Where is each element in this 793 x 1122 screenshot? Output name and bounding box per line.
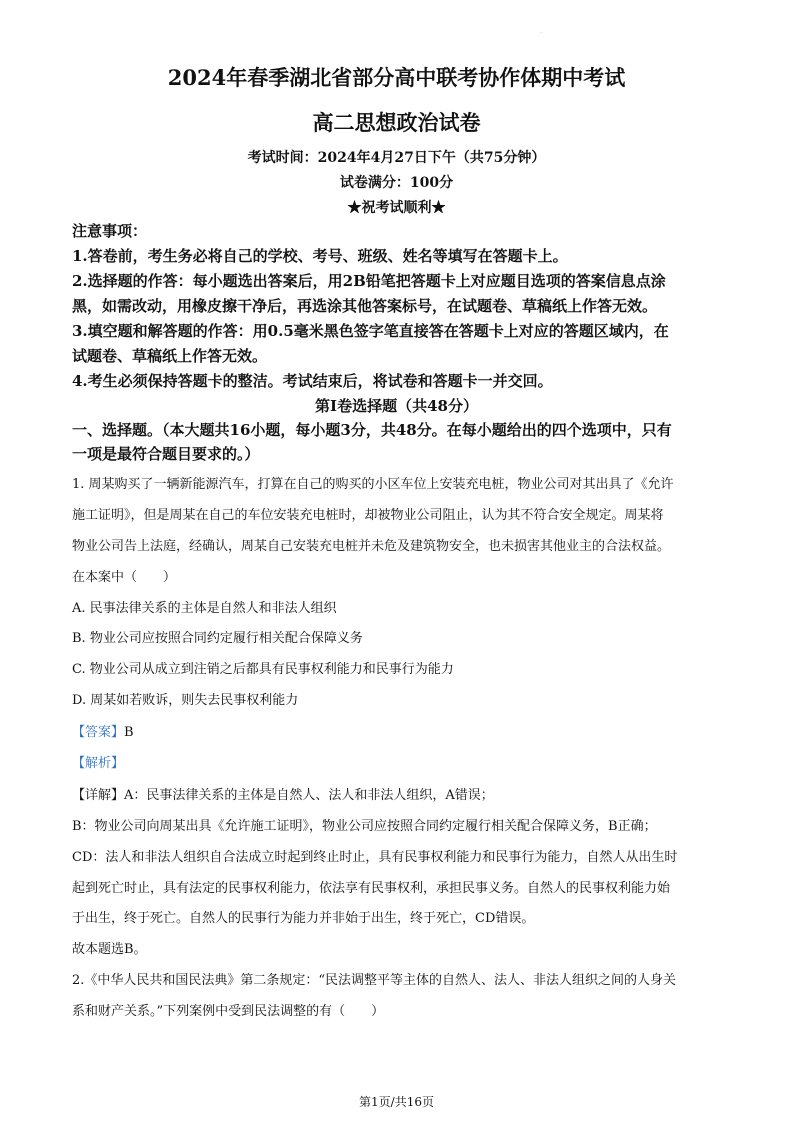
- question-stem: 1. 周某购买了一辆新能源汽车，打算在自己的购买的小区车位上安装充电桩，物业公司对其出具了《允许: [72, 477, 674, 492]
- question-stem: 在本案中（ ）: [72, 570, 177, 585]
- option-b: B. 物业公司应按照合同约定履行相关配合保障义务: [72, 631, 363, 646]
- option-c: C. 物业公司从成立到注销之后都具有民事权利能力和民事行为能力: [72, 662, 454, 677]
- detail-tag: 【详解】: [72, 788, 125, 803]
- notice-line: 3.填空题和解答题的作答：用0.5毫米黑色签字笔直接答在答题卡上对应的答题区域内，在: [72, 322, 669, 340]
- answer-line: [72, 721, 134, 740]
- detail-line: 于出生，终于死亡。自然人的民事行为能力并非始于出生，终于死亡，CD错误。: [72, 911, 535, 926]
- analysis-line: [72, 752, 124, 771]
- answer-tag: 【答案】: [72, 725, 125, 740]
- exam-title: 2024年春季湖北省部分高中联考协作体期中考试: [167, 65, 626, 90]
- question-stem: 物业公司告上法庭，经确认，周某自己安装充电桩并未危及建筑物安全，也未损害其他业主的合法权益。: [72, 539, 671, 554]
- volume-title: 第Ⅰ卷选择题（共48分）: [315, 397, 478, 415]
- answer-value: B: [124, 725, 134, 740]
- detail-line: 起到死亡时止，具有法定的民事权利能力，依法享有民事权利，承担民事义务。自然人的民事权利能力始: [72, 881, 671, 896]
- wish-text: ★祝考试顺利★: [347, 200, 446, 216]
- analysis-tag: 【解析】: [72, 756, 125, 771]
- full-score: 试卷满分：100分: [339, 175, 454, 191]
- notice-line: 2.选择题的作答：每小题选出答案后，用2B铅笔把答题卡上对应题目选项的答案信息点涂: [72, 272, 666, 290]
- detail-text: A：民事法律关系的主体是自然人、法人和非法人组织，A错误；: [124, 788, 494, 803]
- question-stem: 系和财产关系。”下列案例中受到民法调整的有（ ）: [72, 1004, 385, 1019]
- notice-line: 1.答卷前，考生务必将自己的学校、考号、班级、姓名等填写在答题卡上。: [72, 247, 568, 265]
- notice-line: 4.考生必须保持答题卡的整洁。考试结束后，将试卷和答题卡一并交回。: [72, 372, 553, 390]
- notice-heading: 注意事项：: [72, 222, 148, 240]
- question-stem: 施工证明》，但是周某在自己的车位安装充电桩时，却被物业公司阻止，认为其不符合安全规定。周某将: [72, 508, 664, 523]
- detail-line: CD：法人和非法人组织自合法成立时起到终止时止，具有民事权利能力和民事行为能力，自然人从出生时: [72, 850, 678, 865]
- page-number: 第1页/共16页: [359, 1095, 434, 1109]
- detail-line: 故本题选B。: [72, 942, 147, 957]
- notice-line: 黑，如需改动，用橡皮擦干净后，再选涂其他答案标号，在试题卷、草稿纸上作答无效。: [72, 297, 658, 315]
- notice-line: 试题卷、草稿纸上作答无效。: [72, 347, 268, 365]
- section-instruction: 一、选择题。（本大题共16小题，每小题3分，共48分。在每小题给出的四个选项中，只有: [72, 421, 672, 439]
- section-instruction: 一项是最符合题目要求的。）: [72, 445, 260, 463]
- question-stem: 2.《中华人民共和国民法典》第二条规定：“民法调整平等主体的自然人、法人、非法人组织之间的人身关: [72, 973, 677, 988]
- exam-time: 考试时间：2024年4月27日下午（共75分钟）: [247, 150, 546, 166]
- option-d: D. 周某如若败诉，则失去民事权利能力: [72, 693, 299, 708]
- exam-subtitle: 高二思想政治试卷: [312, 110, 481, 135]
- detail-line: B：物业公司向周某出具《允许施工证明》，物业公司应按照合同约定履行相关配合保障义务，B正确；: [72, 819, 657, 834]
- option-a: A. 民事法律关系的主体是自然人和非法人组织: [72, 601, 337, 616]
- detail-line: [72, 784, 494, 803]
- exam-page: · 2024年春季湖北省部分高中联考协作体期中考试 高二思想政治试卷 考试时间：2024年4月27日下午（共75分钟） 试卷满分：100分 ★祝考试顺利★ 注意事项： 1.答卷前，考生务必将自己的学校、考号、班级、姓名等填写在答题卡上。 2.选择题的作答：每小题选出答案后，用2B铅笔把答题卡上对应题目选项的答案信息点涂 黑，如需改动，用橡皮擦干净后，再选涂其他答案标号，在试题卷、草稿纸上作答无效。 3.填空题和解答题的作答：用0.5毫米黑色签字笔直接答在答题卡上对应的答题区域内，在 试题卷、草稿纸上作答无效。 4.考生必须保持答题卡的整洁。考试结束后，将试卷和答题卡一并交回。 第Ⅰ卷选择题（共48分） 一、选择题。（本大题共16小题，每小题3分，共48分。在每小题给出的四个选项中，只有 一项是最符合题目要求的。） 1. 周某购买了一辆新能源汽车，打算在自己的购买的小区车位上安装充电桩，物业公司对其出具了《允许 施工证明》，但是周某在自己的车位安装充电桩时，却被物业公司阻止，认为其不符合安全规定。周某将 物业公司告上法庭，经确认，周某自己安装充电桩并未危及建筑物安全，也未损害其他业主的合法权益。 在本案中（ ） A. 民事法律关系的主体是自然人和非法人组织 B. 物业公司应按照合同约定履行相关配合保障义务 C. 物业公司从成立到注销之后都具有民事权利能力和民事行为能力 D. 周某如若败诉，则失去民事权利能力 【答案】B 【解析】 【详解】A：民事法律关系的主体是自然人、法人和非法人组织，A错误； B：物业公司向周某出具《允许施工证明》，物业公司应按照合同约定履行相关配合保障义务，B正确； CD：法人和非法人组织自合法成立时起到终止时止，具有民事权利能力和民事行为能力，自然人从出生时 起到死亡时止，具有法定的民事权利能力，依法享有民事权利，承担民事义务。自然人的民事权利能力始 于出生，终于死亡。自然人的民事行为能力并非始于出生，终于死亡，CD错误。 故本题选B。 2.《中华人民共和国民法典》第二条规定：“民法调整平等主体的自然人、法人、非法人组织之间的人身关 系和财产关系。”下列案例中受到民法调整的有（ ） 第1页/共16页: [0, 0, 793, 1122]
